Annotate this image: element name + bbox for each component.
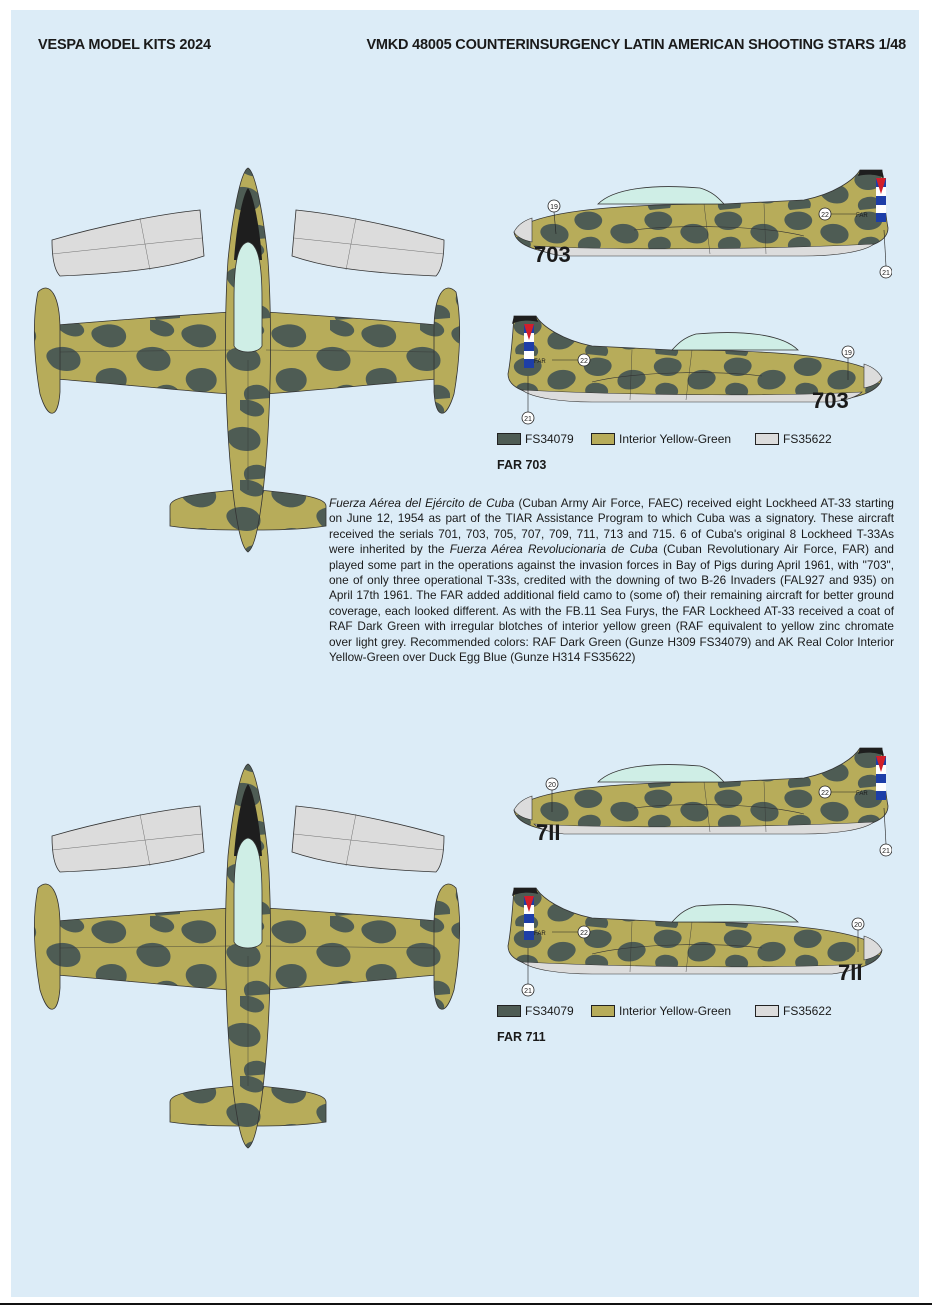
callout-21-b: 21 — [524, 416, 532, 423]
legend-item: FS35622 — [755, 1004, 832, 1018]
swatch-fs35622 — [755, 433, 779, 445]
aircraft-title-711: FAR 711 — [497, 1030, 546, 1044]
legend-item: Interior Yellow-Green — [591, 1004, 731, 1018]
callout-19-a: 19 — [550, 204, 558, 211]
callout-21-a: 21 — [882, 270, 890, 277]
side-view-right-703 — [496, 306, 896, 426]
side-view-left-703 — [492, 160, 892, 280]
history-description: Fuerza Aérea del Ejército de Cuba (Cuban Army Air Force, FAEC) received eight Lockheed AT-33 starting on June 12, 1954 as part of the TIAR Assistance Program to which Cuba was a signatory. These aircraft received the serials 701, 703, 705, 707, 709, 711, 713 and 715. 6 of Cuba's original 8 Lockheed T-33As were inherited by the Fuerza Aérea Revolucionaria de Cuba (Cuban Revolutionary Air Force, FAR) and played some part in the operations against the invasion forces in Bay of Pigs during April 1961, with "703", one of only three operational T-33s, credited with the downing of two B-26 Invaders (FAL927 and 935) on April 17th 1961. The FAR added additional field camo to (some of) their remaining aircraft for better ground coverage, each looked different. As with the FB.11 Sea Furys, the FAR Lockheed AT-33 received a coat of RAF Dark Green with irregular blotches of interior yellow green (RAF equivalent to yellow zinc chromate over light grey. Recommended colors: RAF Dark Green (Gunze H309 FS34079) and AK Real Color Interior Yellow-Green over Duck Egg Blue (Gunze H314 FS35622) — [329, 496, 894, 665]
tail-code-711-left: FAR — [856, 791, 868, 797]
swatch-fs34079 — [497, 1005, 521, 1017]
nose-serial-711-right: 7II — [838, 960, 863, 985]
nose-serial-711-left: 7II — [536, 820, 561, 845]
callout-20-a: 20 — [548, 782, 556, 789]
callout-22-b: 22 — [580, 358, 588, 365]
brand-header: VESPA MODEL KITS 2024 — [38, 37, 211, 53]
planform-view-711 — [0, 596, 500, 1156]
swatch-fs35622 — [755, 1005, 779, 1017]
callout-22-a: 22 — [821, 212, 829, 219]
tail-code-703-left: FAR — [856, 213, 868, 219]
planform-view-703 — [0, 0, 500, 560]
legend-item: FS34079 — [497, 1004, 574, 1018]
swatch-fs34079 — [497, 433, 521, 445]
legend-item: FS34079 — [497, 432, 574, 446]
callout-19-b: 19 — [844, 350, 852, 357]
swatch-interior-yellow-green — [591, 433, 615, 445]
nose-serial-703-right: 703 — [812, 388, 849, 413]
callout-22-c: 22 — [821, 790, 829, 797]
tail-code-711-right: FAR — [534, 931, 546, 937]
side-view-right-711 — [496, 878, 896, 998]
aircraft-title-703: FAR 703 — [497, 458, 547, 472]
callout-21-d: 21 — [524, 988, 532, 995]
swatch-interior-yellow-green — [591, 1005, 615, 1017]
legend-item: Interior Yellow-Green — [591, 432, 731, 446]
callout-20-b: 20 — [854, 922, 862, 929]
nose-serial-703-left: 703 — [534, 242, 571, 267]
kit-title-header: VMKD 48005 COUNTERINSURGENCY LATIN AMERICAN SHOOTING STARS 1/48 — [366, 37, 906, 53]
legend-item: FS35622 — [755, 432, 832, 446]
side-view-left-711 — [492, 738, 892, 858]
tail-code-703-right: FAR — [534, 359, 546, 365]
callout-21-c: 21 — [882, 848, 890, 855]
callout-22-d: 22 — [580, 930, 588, 937]
bottom-rule — [0, 1303, 932, 1305]
